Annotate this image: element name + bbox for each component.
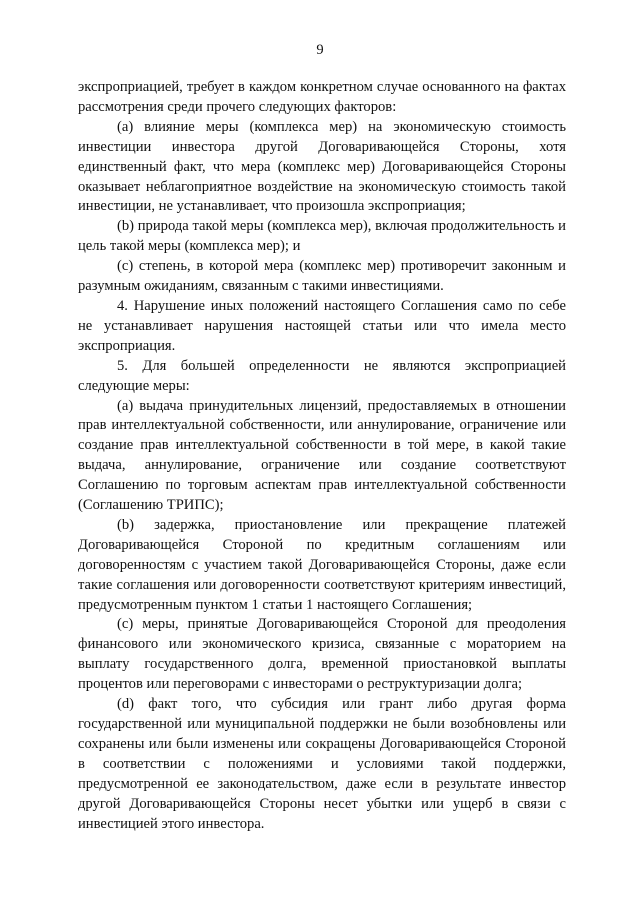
paragraph-clause-4: 4. Нарушение иных положений настоящего Соглашения само по себе не устанавливает нарушения настоящей статьи или что имела место экспроприация.: [78, 297, 566, 354]
paragraph-factor-a: (a) влияние меры (комплекса мер) на экономическую стоимость инвестиции инвестора другой Договаривающейся Стороны, хотя единственный факт, что мера (комплекс мер) Договаривающейся Стороны оказывает неблагоприятное воздействие на экономическую стоимость такой инвестиции, не устанавливает, что произошла экспроприация;: [78, 118, 566, 215]
paragraph-measure-c: (c) меры, принятые Договаривающейся Стороной для преодоления финансового или экономического кризиса, связанные с мораторием на выплату государственного долга, временной приостановкой выплаты процентов или переговорами с инвесторами о реструктуризации долга;: [78, 616, 566, 693]
paragraph-intro-continuation: экспроприацией, требует в каждом конкретном случае основанного на фактах рассмотрения среди прочего следующих факторов:: [78, 79, 566, 115]
paragraph-measure-a: (a) выдача принудительных лицензий, предоставляемых в отношении прав интеллектуальной собственности, или аннулирование, ограничение или создание прав интеллектуальной собственности в той мере, в какой такие выдача, аннулирование, ограничение или создание соответствуют Соглашению по торговым аспектам прав интеллектуальной собственности (Соглашению ТРИПС);: [78, 397, 566, 514]
paragraph-clause-5: 5. Для большей определенности не являются экспроприацией следующие меры:: [78, 357, 566, 394]
paragraph-factor-b: (b) природа такой меры (комплекса мер), включая продолжительность и цель такой меры (комплекса мер); и: [78, 218, 566, 255]
paragraph-factor-c: (c) степень, в которой мера (комплекс мер) противоречит законным и разумным ожиданиям, связанным с такими инвестициями.: [78, 258, 566, 295]
document-body: [78, 78, 566, 834]
paragraph-measure-d: (d) факт того, что субсидия или грант либо другая форма государственной или муниципальной поддержки не были возобновлены или сохранены или были изменены или сокращены Договаривающейся Стороной в соответствии с положениями и условиями такой поддержки, предусмотренной ее законодательством, даже если в результате инвестор другой Договаривающейся Стороны несет убытки или ущерб в связи с инвестицией этого инвестора.: [78, 696, 566, 832]
page-number: 9: [316, 42, 324, 58]
paragraph-measure-b: (b) задержка, приостановление или прекращение платежей Договаривающейся Стороной по кредитным соглашениям или договоренностям с участием такой Договаривающейся Стороны, даже если такие соглашения или договоренности соответствуют критериям инвестиций, предусмотренным пунктом 1 статьи 1 настоящего Соглашения;: [78, 516, 566, 613]
